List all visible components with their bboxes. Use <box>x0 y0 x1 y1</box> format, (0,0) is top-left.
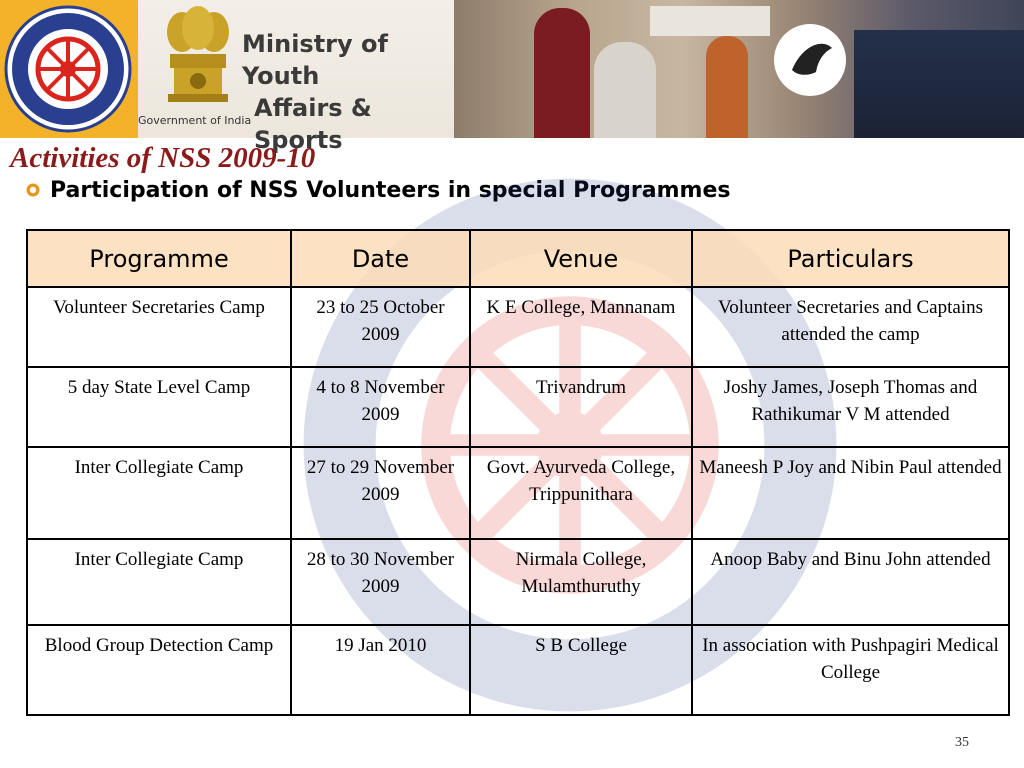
cell-programme: 5 day State Level Camp <box>27 367 291 447</box>
nss-logo-panel <box>0 0 138 138</box>
photo-person-blazer <box>534 8 590 138</box>
photo-person-white <box>594 42 656 138</box>
table-row <box>27 287 1009 367</box>
cell-venue: Govt. Ayurveda College, Trippunithara <box>470 447 692 539</box>
cell-programme: Blood Group Detection Camp <box>27 625 291 715</box>
ministry-line-1: Ministry of Youth <box>242 30 388 90</box>
header-venue: Venue <box>470 230 692 287</box>
cell-venue: K E College, Mannanam <box>470 287 692 367</box>
cell-particulars: Anoop Baby and Binu John attended <box>692 539 1009 625</box>
cell-date: 4 to 8 November 2009 <box>291 367 470 447</box>
cell-particulars: Maneesh P Joy and Nibin Paul attended <box>692 447 1009 539</box>
cell-particulars: Joshy James, Joseph Thomas and Rathikumar V M attended <box>692 367 1009 447</box>
government-panel <box>138 0 454 154</box>
table-row <box>27 539 1009 625</box>
cell-date: 28 to 30 November 2009 <box>291 539 470 625</box>
page-subtitle: Participation of NSS Volunteers in special Programmes <box>50 178 731 203</box>
ministry-line-2: Affairs & Sports <box>254 94 372 154</box>
header-banner <box>0 0 1024 154</box>
cell-particulars: Volunteer Secretaries and Captains attended the camp <box>692 287 1009 367</box>
photo-students-group <box>854 30 1024 138</box>
national-emblem-icon <box>160 6 236 110</box>
cell-date: 19 Jan 2010 <box>291 625 470 715</box>
nss-logo-icon <box>4 5 132 133</box>
header-date: Date <box>291 230 470 287</box>
banner-photos <box>454 0 1024 138</box>
header-programme: Programme <box>27 230 291 287</box>
table-row <box>27 447 1009 539</box>
cell-venue: S B College <box>470 625 692 715</box>
cell-date: 27 to 29 November 2009 <box>291 447 470 539</box>
header-particulars: Particulars <box>692 230 1009 287</box>
table-row <box>27 367 1009 447</box>
page-number: 35 <box>955 735 969 750</box>
cell-venue: Trivandrum <box>470 367 692 447</box>
programmes-table <box>26 229 1010 716</box>
ministry-name <box>242 28 454 156</box>
table-header-row <box>27 230 1009 287</box>
photo-banner-sign <box>650 6 770 36</box>
dove-logo-icon <box>772 8 848 112</box>
page-title: Activities of NSS 2009-10 <box>10 142 316 174</box>
cell-programme: Volunteer Secretaries Camp <box>27 287 291 367</box>
cell-particulars: In association with Pushpagiri Medical College <box>692 625 1009 715</box>
government-of-india-label: Government of India <box>138 114 252 127</box>
bullet-icon <box>26 183 40 197</box>
cell-venue: Nirmala College, Mulamthuruthy <box>470 539 692 625</box>
cell-programme: Inter Collegiate Camp <box>27 539 291 625</box>
cell-programme: Inter Collegiate Camp <box>27 447 291 539</box>
photo-person-orange <box>706 36 748 138</box>
table-row <box>27 625 1009 715</box>
cell-date: 23 to 25 October 2009 <box>291 287 470 367</box>
